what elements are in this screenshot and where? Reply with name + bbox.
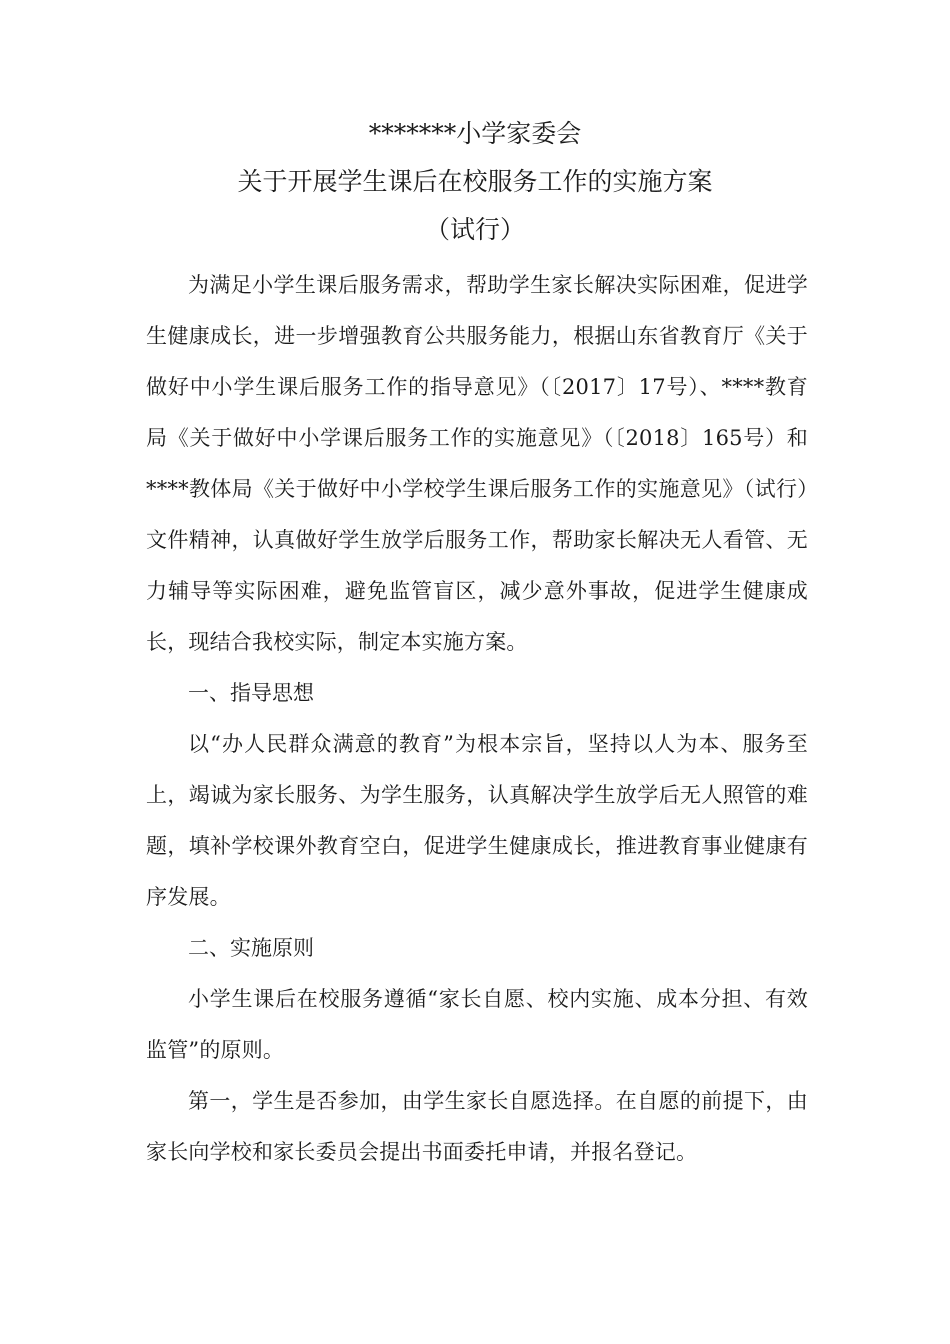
document-title-main: 关于开展学生课后在校服务工作的实施方案 bbox=[237, 167, 713, 196]
document-title-trial: （试行） bbox=[424, 215, 525, 244]
document-title-block bbox=[0, 110, 950, 254]
section-paragraph-guiding-ideology: 以“办人民群众满意的教育”为根本宗旨，坚持以人为本、服务至上，竭诚为家长服务、为学生服务，认真解决学生放学后无人照管的难题，填补学校课外教育空白，促进学生健康成长，推进教育事业健康有序发展。 bbox=[146, 732, 808, 909]
section-heading-guiding-ideology: 一、指导思想 bbox=[188, 681, 314, 705]
document-body bbox=[146, 260, 808, 1178]
document-title-organization: *******小学家委会 bbox=[368, 119, 582, 148]
section-heading-principles: 二、实施原则 bbox=[188, 936, 314, 960]
principle-point-first: 第一，学生是否参加，由学生家长自愿选择。在自愿的前提下，由家长向学校和家长委员会提出书面委托申请，并报名登记。 bbox=[146, 1089, 808, 1164]
intro-paragraph: 为满足小学生课后服务需求，帮助学生家长解决实际困难，促进学生健康成长，进一步增强教育公共服务能力，根据山东省教育厅《关于做好中小学生课后服务工作的指导意见》（〔2017〕17号）、****教育局《关于做好中小学课后服务工作的实施意见》（〔2018〕165号）和****教体局《关于做好中小学校学生课后服务工作的实施意见》（试行）文件精神，认真做好学生放学后服务工作，帮助家长解决无人看管、无力辅导等实际困难，避免监管盲区，减少意外事故，促进学生健康成长，现结合我校实际，制定本实施方案。 bbox=[146, 273, 808, 654]
section-paragraph-principles: 小学生课后在校服务遵循“家长自愿、校内实施、成本分担、有效监管”的原则。 bbox=[146, 987, 808, 1062]
